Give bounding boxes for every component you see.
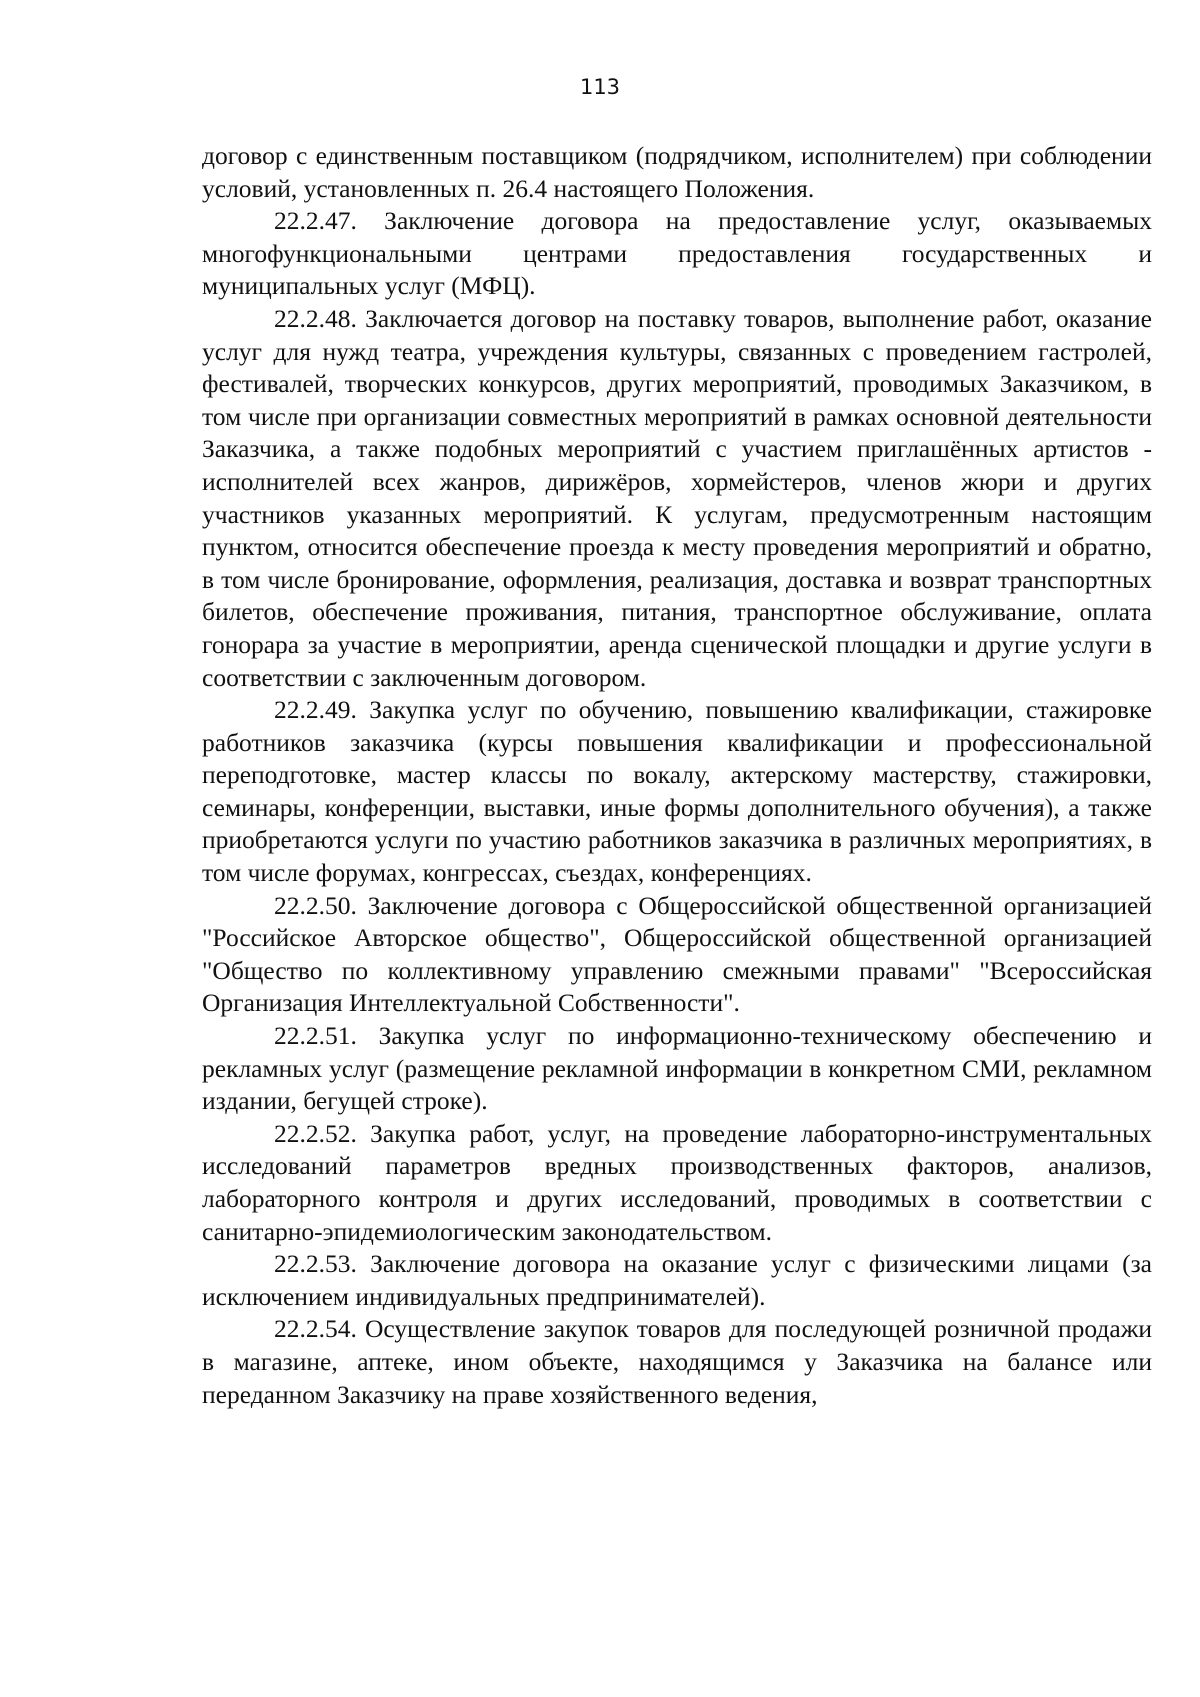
paragraph-22-2-53: 22.2.53. Заключение договора на оказание услуг с физическими лицами (за исключением индивидуальных предпринимателей). <box>202 1249 1152 1311</box>
paragraph-22-2-52: 22.2.52. Закупка работ, услуг, на проведение лабораторно-инструментальных исследований параметров вредных производственных факторов, анализов, лабораторного контроля и других исследований, проводимых в соответствии с санитарно-эпидемиологическим законодательством. <box>202 1118 1152 1246</box>
page-number: 113 <box>579 75 621 99</box>
paragraph-22-2-48: 22.2.48. Заключается договор на поставку товаров, выполнение работ, оказание услуг для нужд театра, учреждения культуры, связанных с проведением гастролей, фестивалей, творческих конкурсов, других мероприятий, проводимых Заказчиком, в том числе при организации совместных мероприятий в рамках основной деятельности Заказчика, а также подобных мероприятий с участием приглашённых артистов - исполнителей всех жанров, дирижёров, хормейстеров, членов жюри и других участников указанных мероприятий. К услугам, предусмотренным настоящим пунктом, относится обеспечение проезда к месту проведения мероприятий и обратно, в том числе бронирование, оформления, реализация, доставка и возврат транспортных билетов, обеспечение проживания, питания, транспортное обслуживание, оплата гонорара за участие в мероприятии, аренда сценической площадки и другие услуги в соответствии с заключенным договором. <box>202 303 1152 692</box>
paragraph-22-2-49: 22.2.49. Закупка услуг по обучению, повышению квалификации, стажировке работников заказчика (курсы повышения квалификации и профессиональной переподготовке, мастер классы по вокалу, актерскому мастерству, стажировки, семинары, конференции, выставки, иные формы дополнительного обучения), а также приобретаются услуги по участию работников заказчика в различных мероприятиях, в том числе форумах, конгрессах, съездах, конференциях. <box>202 695 1152 888</box>
paragraph-22-2-50: 22.2.50. Заключение договора с Общероссийской общественной организацией "Российское Авторское общество", Общероссийской общественной организацией "Общество по коллективному управлению смежными правами" "Всероссийская Организация Интеллектуальной Собственности". <box>202 890 1152 1018</box>
paragraph-22-2-54: 22.2.54. Осуществление закупок товаров для последующей розничной продажи в магазине, аптеке, ином объекте, находящимся у Заказчика на балансе или переданном Заказчику на праве хозяйственного ведения, <box>202 1314 1152 1409</box>
document-body <box>202 140 1152 1411</box>
paragraph-22-2-51: 22.2.51. Закупка услуг по информационно-техническому обеспечению и рекламных услуг (размещение рекламной информации в конкретном СМИ, рекламном издании, бегущей строке). <box>202 1021 1152 1116</box>
paragraph-22-2-47: 22.2.47. Заключение договора на предоставление услуг, оказываемых многофункциональными центрами предоставления государственных и муниципальных услуг (МФЦ). <box>202 206 1152 301</box>
paragraph-continuation: договор с единственным поставщиком (подрядчиком, исполнителем) при соблюдении условий, установленных п. 26.4 настоящего Положения. <box>202 141 1152 203</box>
